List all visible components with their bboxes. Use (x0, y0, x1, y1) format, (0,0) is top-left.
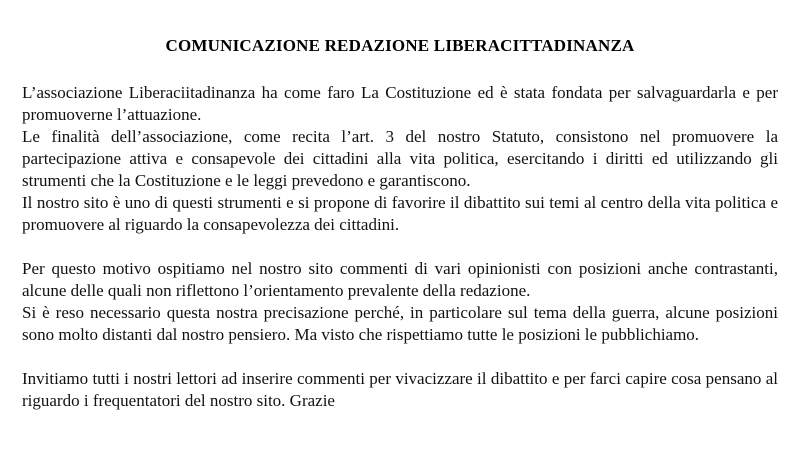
paragraph: Il nostro sito è uno di questi strumenti e si propone di favorire il dibattito sui temi al centro della vita politica e promuovere al riguardo la consapevolezza dei cittadini. (22, 193, 778, 234)
paragraph-block-positions (22, 258, 778, 346)
document-body (0, 82, 800, 412)
paragraph: Invitiamo tutti i nostri lettori ad inserire commenti per vivacizzare il dibattito e per farci capire cosa pensano al riguardo i frequentatori del nostro sito. Grazie (22, 369, 778, 410)
paragraph: Le finalità dell’associazione, come recita l’art. 3 del nostro Statuto, consistono nel promuovere la partecipazione attiva e consapevole dei cittadini alla vita politica, esercitando i diritti ed utilizzando gli strumenti che la Costituzione e le leggi prevedono e garantiscono. (22, 127, 778, 190)
page-title: COMUNICAZIONE REDAZIONE LIBERACITTADINANZA (165, 36, 635, 55)
paragraph: Per questo motivo ospitiamo nel nostro sito commenti di vari opinionisti con posizioni anche contrastanti, alcune delle quali non riflettono l’orientamento prevalente della redazione. (22, 259, 778, 300)
paragraph-block-invitation (22, 368, 778, 412)
paragraph: Si è reso necessario questa nostra precisazione perché, in particolare sul tema della guerra, alcune posizioni sono molto distanti dal nostro pensiero. Ma visto che rispettiamo tutte le posizioni le pubblichiamo. (22, 303, 778, 344)
paragraph-block-intro (22, 82, 778, 236)
paragraph: L’associazione Liberaciitadinanza ha come faro La Costituzione ed è stata fondata per salvaguardarla e per promuoverne l’attuazione. (22, 83, 778, 124)
